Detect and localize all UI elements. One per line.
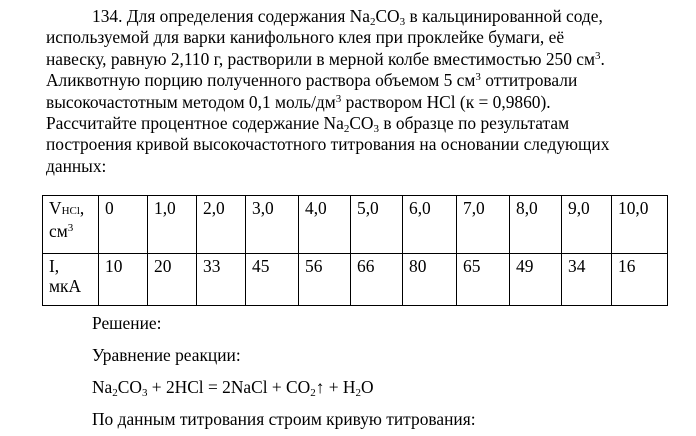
problem-line-6: Рассчитайте процентное содержание $Na_2CO_3$ в образце по результатам [46,113,570,136]
problem-text [46,6,666,177]
problem-line-8: данных: [46,155,107,176]
table-row-volume [43,196,668,254]
reaction-equation: $Na_2CO_3 + 2HCl$ = 2NaCl + $CO_2↑ + H_2O$ [92,377,374,399]
table-cell: 6,0 [403,196,457,254]
table-cell: 2,0 [197,196,246,254]
table-cell: 0 [99,196,148,254]
reaction-label: Уравнение реакции: [92,345,241,365]
table-cell: 4,0 [299,196,351,254]
table-cell: 80 [403,254,457,306]
table-cell: 16 [612,254,668,306]
table-cell: 5,0 [351,196,403,254]
solution-heading: Решение: [92,313,162,333]
table-cell: 20 [148,254,197,306]
table-cell: 10 [99,254,148,306]
table-cell: 7,0 [457,196,510,254]
problem-line-4: Аликвотную порцию полученного раствора объемом 5 $см^3$ оттитровали [46,70,578,91]
problem-number: 134. [92,6,123,26]
table-cell: 66 [351,254,403,306]
table-cell: 10,0 [612,196,668,254]
table-cell: 1,0 [148,196,197,254]
table-row-current [43,254,668,306]
table-cell: 34 [562,254,612,306]
table-cell: 56 [299,254,351,306]
current-header-cell: I, мкА [43,254,99,306]
table-cell: 3,0 [246,196,299,254]
problem-line-2: используемой для варки канифольного клея при проклейке бумаги, её [46,27,565,48]
solution-last-line: По данным титрования строим кривую титрования: [92,409,476,429]
problem-line-3: навеску, равную 2,110 г, растворили в мерной колбе вместимостью 250 $см^3$. [46,48,605,69]
table-cell: 9,0 [562,196,612,254]
problem-line-1: 134. Для определения содержания $Na_2CO_3$ в кальцинированной соде, [92,6,603,28]
volume-header-cell: VHCl, $см^3$ [43,196,99,254]
titration-data-table [42,195,668,306]
table-cell: 8,0 [510,196,562,254]
table-cell: 65 [457,254,510,306]
table-cell: 45 [246,254,299,306]
problem-line-7: построения кривой высокочастотного титрования на основании следующих [46,134,610,155]
table-cell: 49 [510,254,562,306]
problem-line-5: высокочастотным методом 0,1 моль/$дм^3$ раствором HCl (к = 0,9860). [46,91,551,112]
table-cell: 33 [197,254,246,306]
